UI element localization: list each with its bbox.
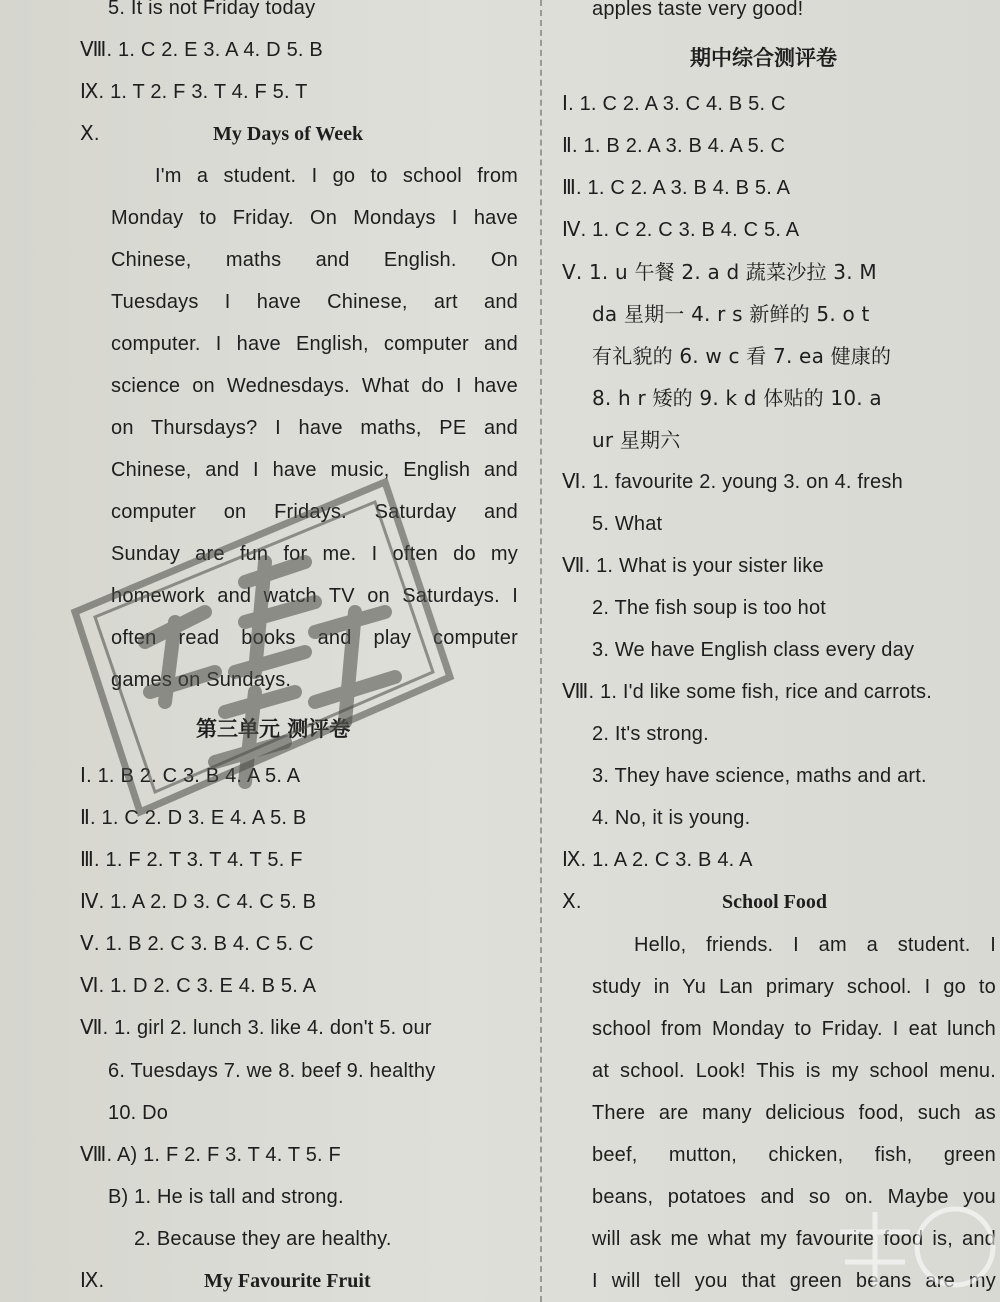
essay-line: will ask me what my favourite food is, and [592, 1228, 996, 1250]
essay-line: computer on Fridays. Saturday and [111, 501, 518, 523]
answer-line: Ⅵ. 1. D 2. C 3. E 4. B 5. A [80, 975, 317, 997]
answer-line: Ⅲ. 1. F 2. T 3. T 4. T 5. F [80, 849, 303, 871]
essay-title: My Favourite Fruit [204, 1270, 371, 1292]
answer-line: Ⅰ. 1. B 2. C 3. B 4. A 5. A [80, 765, 301, 787]
section-title: 第三单元 测评卷 [196, 717, 351, 741]
answer-line: Ⅳ. 1. C 2. C 3. B 4. C 5. A [562, 219, 800, 241]
essay-line: I will tell you that green beans are my [592, 1270, 996, 1292]
essay-line: often read books and play computer [111, 627, 518, 649]
essay-line: science on Wednesdays. What do I have [111, 375, 518, 397]
answer-line: Ⅸ. 1. T 2. F 3. T 4. F 5. T [80, 81, 308, 103]
essay-line: Sunday are fun for me. I often do my [111, 543, 518, 565]
answer-line: Ⅶ. 1. What is your sister like [562, 555, 824, 577]
answer-line: Ⅹ. [80, 123, 100, 145]
answer-line: Ⅹ. [562, 891, 582, 913]
essay-line: school from Monday to Friday. I eat lunch [592, 1018, 996, 1040]
essay-title: School Food [722, 891, 828, 913]
essay-line: on Thursdays? I have maths, PE and [111, 417, 518, 439]
answer-line: 有礼貌的 6. w c 看 7. ea 健康的 [592, 344, 892, 368]
answer-line: 5. What [592, 513, 663, 535]
answer-line: 2. The fish soup is too hot [592, 597, 827, 619]
essay-line: There are many delicious food, such as [592, 1102, 996, 1124]
answer-line: Ⅴ. 1. B 2. C 3. B 4. C 5. C [80, 933, 314, 955]
essay-line: computer. I have English, computer and [111, 333, 518, 355]
answer-line: 4. No, it is young. [592, 807, 751, 829]
answer-line: 10. Do [108, 1102, 169, 1124]
answer-line: 3. We have English class every day [592, 639, 915, 661]
answer-line: 8. h r 矮的 9. k d 体贴的 10. a [592, 386, 882, 410]
answer-line: B) 1. He is tall and strong. [108, 1186, 344, 1208]
answer-line: 6. Tuesdays 7. we 8. beef 9. healthy [108, 1060, 436, 1082]
answer-line: da 星期一 4. r s 新鲜的 5. o t [592, 302, 870, 326]
essay-line: beef, mutton, chicken, fish, green [592, 1144, 996, 1166]
answer-line: Ⅵ. 1. favourite 2. young 3. on 4. fresh [562, 471, 903, 493]
answer-line: 5. It is not Friday today [108, 0, 316, 19]
answer-line: Ⅱ. 1. B 2. A 3. B 4. A 5. C [562, 135, 786, 157]
answer-line: Ⅱ. 1. C 2. D 3. E 4. A 5. B [80, 807, 307, 829]
essay-line: homework and watch TV on Saturdays. I [111, 585, 518, 607]
section-title: 期中综合测评卷 [690, 46, 837, 70]
column-divider [540, 0, 542, 1302]
essay-line: Hello, friends. I am a student. I [634, 934, 996, 956]
answer-line: Ⅲ. 1. C 2. A 3. B 4. B 5. A [562, 177, 791, 199]
answer-line: Ⅷ. A) 1. F 2. F 3. T 4. T 5. F [80, 1144, 341, 1166]
answer-line: Ⅴ. 1. u 午餐 2. a d 蔬菜沙拉 3. M [562, 260, 877, 284]
essay-line: at school. Look! This is my school menu. [592, 1060, 996, 1082]
answer-line: Ⅸ. 1. A 2. C 3. B 4. A [562, 849, 753, 871]
essay-line: Chinese, maths and English. On [111, 249, 518, 271]
essay-line: Monday to Friday. On Mondays I have [111, 207, 518, 229]
answer-line: Ⅰ. 1. C 2. A 3. C 4. B 5. C [562, 93, 786, 115]
stamp-overlay [55, 462, 465, 827]
answer-line: 2. Because they are healthy. [134, 1228, 392, 1250]
answer-line: 3. They have science, maths and art. [592, 765, 927, 787]
answer-line: 2. It's strong. [592, 723, 709, 745]
essay-line: games on Sundays. [111, 669, 292, 691]
answer-line: apples taste very good! [592, 0, 804, 20]
essay-line: beans, potatoes and so on. Maybe you [592, 1186, 996, 1208]
essay-line: study in Yu Lan primary school. I go to [592, 976, 996, 998]
essay-line: Chinese, and I have music, English and [111, 459, 518, 481]
essay-line: I'm a student. I go to school from [155, 165, 518, 187]
essay-title: My Days of Week [213, 123, 364, 145]
answer-line: ur 星期六 [592, 428, 681, 452]
answer-line: Ⅸ. [80, 1270, 105, 1292]
watermark-logo [820, 1192, 1000, 1302]
answer-line: Ⅶ. 1. girl 2. lunch 3. like 4. don't 5. our [80, 1017, 432, 1039]
answer-line: Ⅷ. 1. I'd like some fish, rice and carrots. [562, 681, 932, 703]
essay-line: Tuesdays I have Chinese, art and [111, 291, 518, 313]
answer-line: Ⅳ. 1. A 2. D 3. C 4. C 5. B [80, 891, 317, 913]
answer-line: Ⅷ. 1. C 2. E 3. A 4. D 5. B [80, 39, 323, 61]
